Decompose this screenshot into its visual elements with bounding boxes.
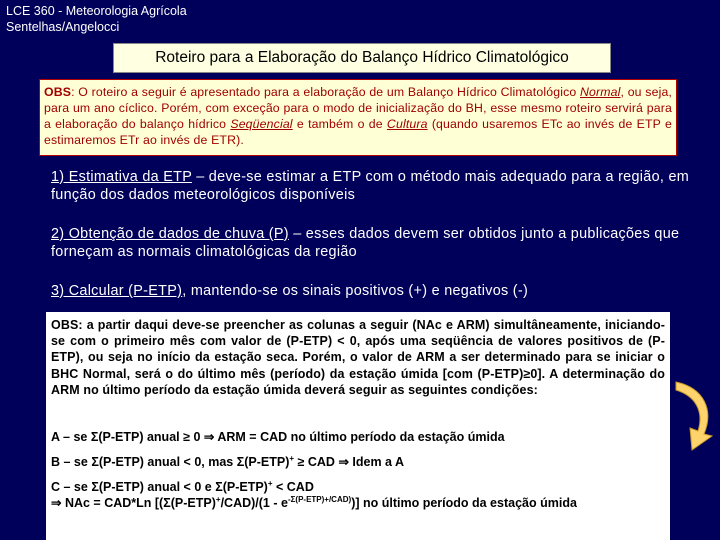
obs-text-3: e também o de: [292, 117, 387, 131]
step-3-text: , mantendo-se os sinais positivos (+) e negativos (-): [182, 283, 529, 299]
formula-part-3: /CAD)/(1 - e: [220, 496, 288, 510]
step-2: [51, 225, 691, 261]
condition-c-tail: < CAD: [272, 480, 314, 494]
condition-c-text-2: (P-ETP): [222, 480, 268, 494]
obs-text-4: (quando usaremos ETc ao invés de ETP e estimaremos ETr ao invés de ETR).: [44, 117, 672, 147]
implies-arrow-icon: ⇒: [203, 430, 215, 444]
formula-part-2: (P-ETP): [170, 496, 216, 510]
formula-part-1: NAc = CAD*Ln [(: [61, 496, 164, 510]
condition-b: [51, 454, 404, 470]
condition-b-text: (P-ETP) anual < 0, mas: [98, 455, 237, 469]
condition-b-text-2: (P-ETP): [244, 455, 290, 469]
obs2-text-1: OBS: a partir daqui deve-se preencher as colunas a seguir (NAc e ARM) simultâneamente, iniciando-se com o primeiro mês com valor de (P-ETP) < 0, após uma seqüência de valores positivos de (P-ETP), ou seja no início da estação seca. Porém, o valor de ARM a ser determinado para se iniciar o BHC Normal, será o do último mês (período) da estação úmida [com (P-ETP): [51, 318, 665, 381]
condition-a-zero: 0: [189, 430, 204, 444]
step-2-text: – esses dados devem ser obtidos junto a publicações que forneçam as normais climatológicas da região: [51, 226, 680, 260]
exponent-superscript: -Σ(P-ETP)+/CAD): [287, 494, 352, 504]
condition-a-text: (P-ETP) anual: [98, 430, 184, 444]
header-course: LCE 360 - Meteorologia Agrícola: [6, 4, 187, 18]
curved-arrow-icon: [670, 380, 718, 452]
condition-c: [51, 479, 314, 495]
step-2-label: 2) Obtenção de dados de chuva (P): [51, 226, 289, 242]
step-3-label: 3) Calcular (P-ETP): [51, 283, 183, 299]
geq-symbol: ≥: [297, 455, 305, 469]
sum-symbol: Σ: [236, 455, 245, 469]
condition-c-prefix: C – se: [51, 480, 92, 494]
implies-arrow-icon: ⇒: [51, 496, 62, 510]
step-3: [51, 282, 691, 300]
sum-symbol: Σ: [91, 480, 99, 494]
implies-arrow-icon: ⇒: [338, 455, 349, 469]
obs-normal: Normal: [579, 85, 621, 99]
formula-part-4: )] no último período da estação úmida: [351, 496, 577, 510]
sum-symbol: Σ: [163, 496, 171, 510]
conditions-panel: [46, 312, 670, 540]
header-authors: Sentelhas/Angelocci: [6, 20, 120, 34]
condition-a-result: ARM = CAD no último período da estação úmida: [214, 430, 505, 444]
plus-superscript: +: [215, 494, 221, 504]
obs-label: OBS: [44, 85, 72, 99]
condition-c-formula: [51, 495, 577, 511]
condition-b-result: Idem a A: [348, 455, 405, 469]
obs2-paragraph: [51, 317, 665, 398]
obs-sequencial: Seqüencial: [230, 117, 293, 131]
sum-symbol: Σ: [90, 430, 99, 444]
step-1: [51, 168, 691, 204]
obs-text-2: , ou seja, para um ano cíclico. Porém, com exceção para o modo de inicialização do BH, esse mesmo roteiro servirá para a elaboração do balanço hídrico: [44, 85, 673, 131]
condition-a: [51, 429, 505, 445]
step-1-label: 1) Estimativa da ETP: [51, 169, 192, 185]
sum-symbol: Σ: [91, 455, 99, 469]
plus-superscript: +: [267, 478, 273, 488]
plus-superscript: +: [289, 453, 295, 463]
geq-symbol: ≥: [523, 366, 531, 381]
slide-title: [113, 43, 611, 73]
condition-b-cad: CAD: [304, 455, 339, 469]
sum-symbol: Σ: [215, 480, 223, 494]
condition-b-prefix: B – se: [51, 455, 92, 469]
slide-title-text: Roteiro para a Elaboração do Balanço Hídrico Climatológico: [155, 49, 569, 66]
step-1-text: – deve-se estimar a ETP com o método mais adequado para a região, em função dos dados meteorológicos disponíveis: [51, 169, 690, 203]
obs-note-box: [39, 79, 677, 156]
obs-cultura: Cultura: [386, 117, 428, 131]
obs-text-1: : O roteiro a seguir é apresentado para a elaboração de um Balanço Hídrico Climatológico: [71, 85, 580, 99]
obs2-text-2: 0]. A determinação do ARM no último período da estação úmida deverá seguir as seguintes condições:: [51, 366, 665, 397]
condition-c-text: (P-ETP) anual < 0 e: [98, 480, 216, 494]
condition-a-prefix: A – se: [51, 430, 91, 444]
geq-symbol: ≥: [183, 430, 190, 444]
